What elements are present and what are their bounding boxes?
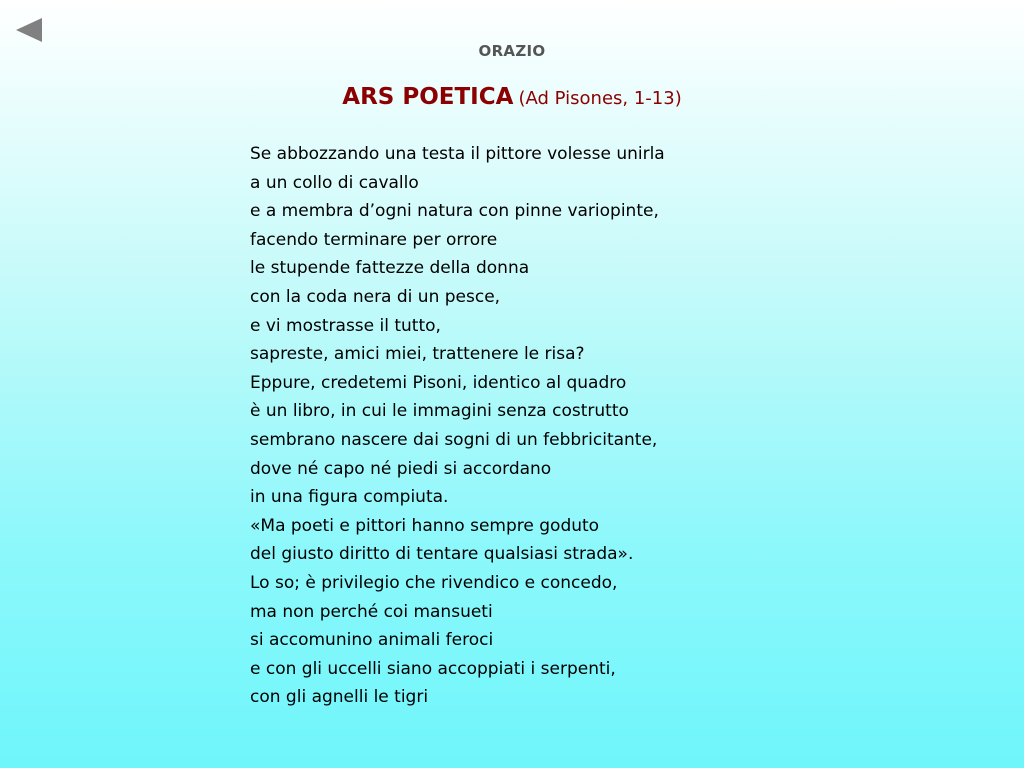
poem-line: sapreste, amici miei, trattenere le risa?	[250, 344, 585, 365]
page-title: ARS POETICA	[342, 84, 514, 110]
poem-line: e a membra d’ogni natura con pinne variopinte,	[250, 201, 659, 222]
poem-line: Se abbozzando una testa il pittore volesse unirla	[250, 144, 665, 164]
poem-line: con la coda nera di un pesce,	[250, 286, 501, 307]
poem-line: Lo so; è privilegio che rivendico e concedo,	[250, 572, 618, 593]
poem-line: è un libro, in cui le immagini senza costrutto	[250, 401, 629, 422]
page-subtitle: (Ad Pisones, 1-13)	[518, 88, 682, 109]
poem-line: con gli agnelli le tigri	[250, 687, 429, 708]
poem-line: in una figura compiuta.	[250, 487, 449, 508]
poem-line: si accomunino animali feroci	[250, 630, 494, 651]
poem-line: a un collo di cavallo	[250, 172, 419, 193]
back-button[interactable]	[16, 18, 42, 42]
poem-line: del giusto diritto di tentare qualsiasi strada».	[250, 544, 634, 565]
poem-line: «Ma poeti e pittori hanno sempre goduto	[250, 515, 600, 536]
poem-line: e vi mostrasse il tutto,	[250, 315, 441, 336]
poem-text	[250, 140, 665, 712]
poem-line: Eppure, credetemi Pisoni, identico al quadro	[250, 372, 627, 393]
poem-line: ma non perché coi mansueti	[250, 601, 493, 622]
poem-line: sembrano nascere dai sogni di un febbricitante,	[250, 429, 658, 450]
poem-line: e con gli uccelli siano accoppiati i serpenti,	[250, 658, 616, 679]
poem-line: dove né capo né piedi si accordano	[250, 458, 552, 479]
poem-line: facendo terminare per orrore	[250, 229, 498, 250]
poem-line: le stupende fattezze della donna	[250, 258, 530, 279]
title-line	[0, 84, 1024, 110]
author-heading: ORAZIO	[478, 42, 546, 60]
back-triangle-icon	[16, 18, 42, 42]
